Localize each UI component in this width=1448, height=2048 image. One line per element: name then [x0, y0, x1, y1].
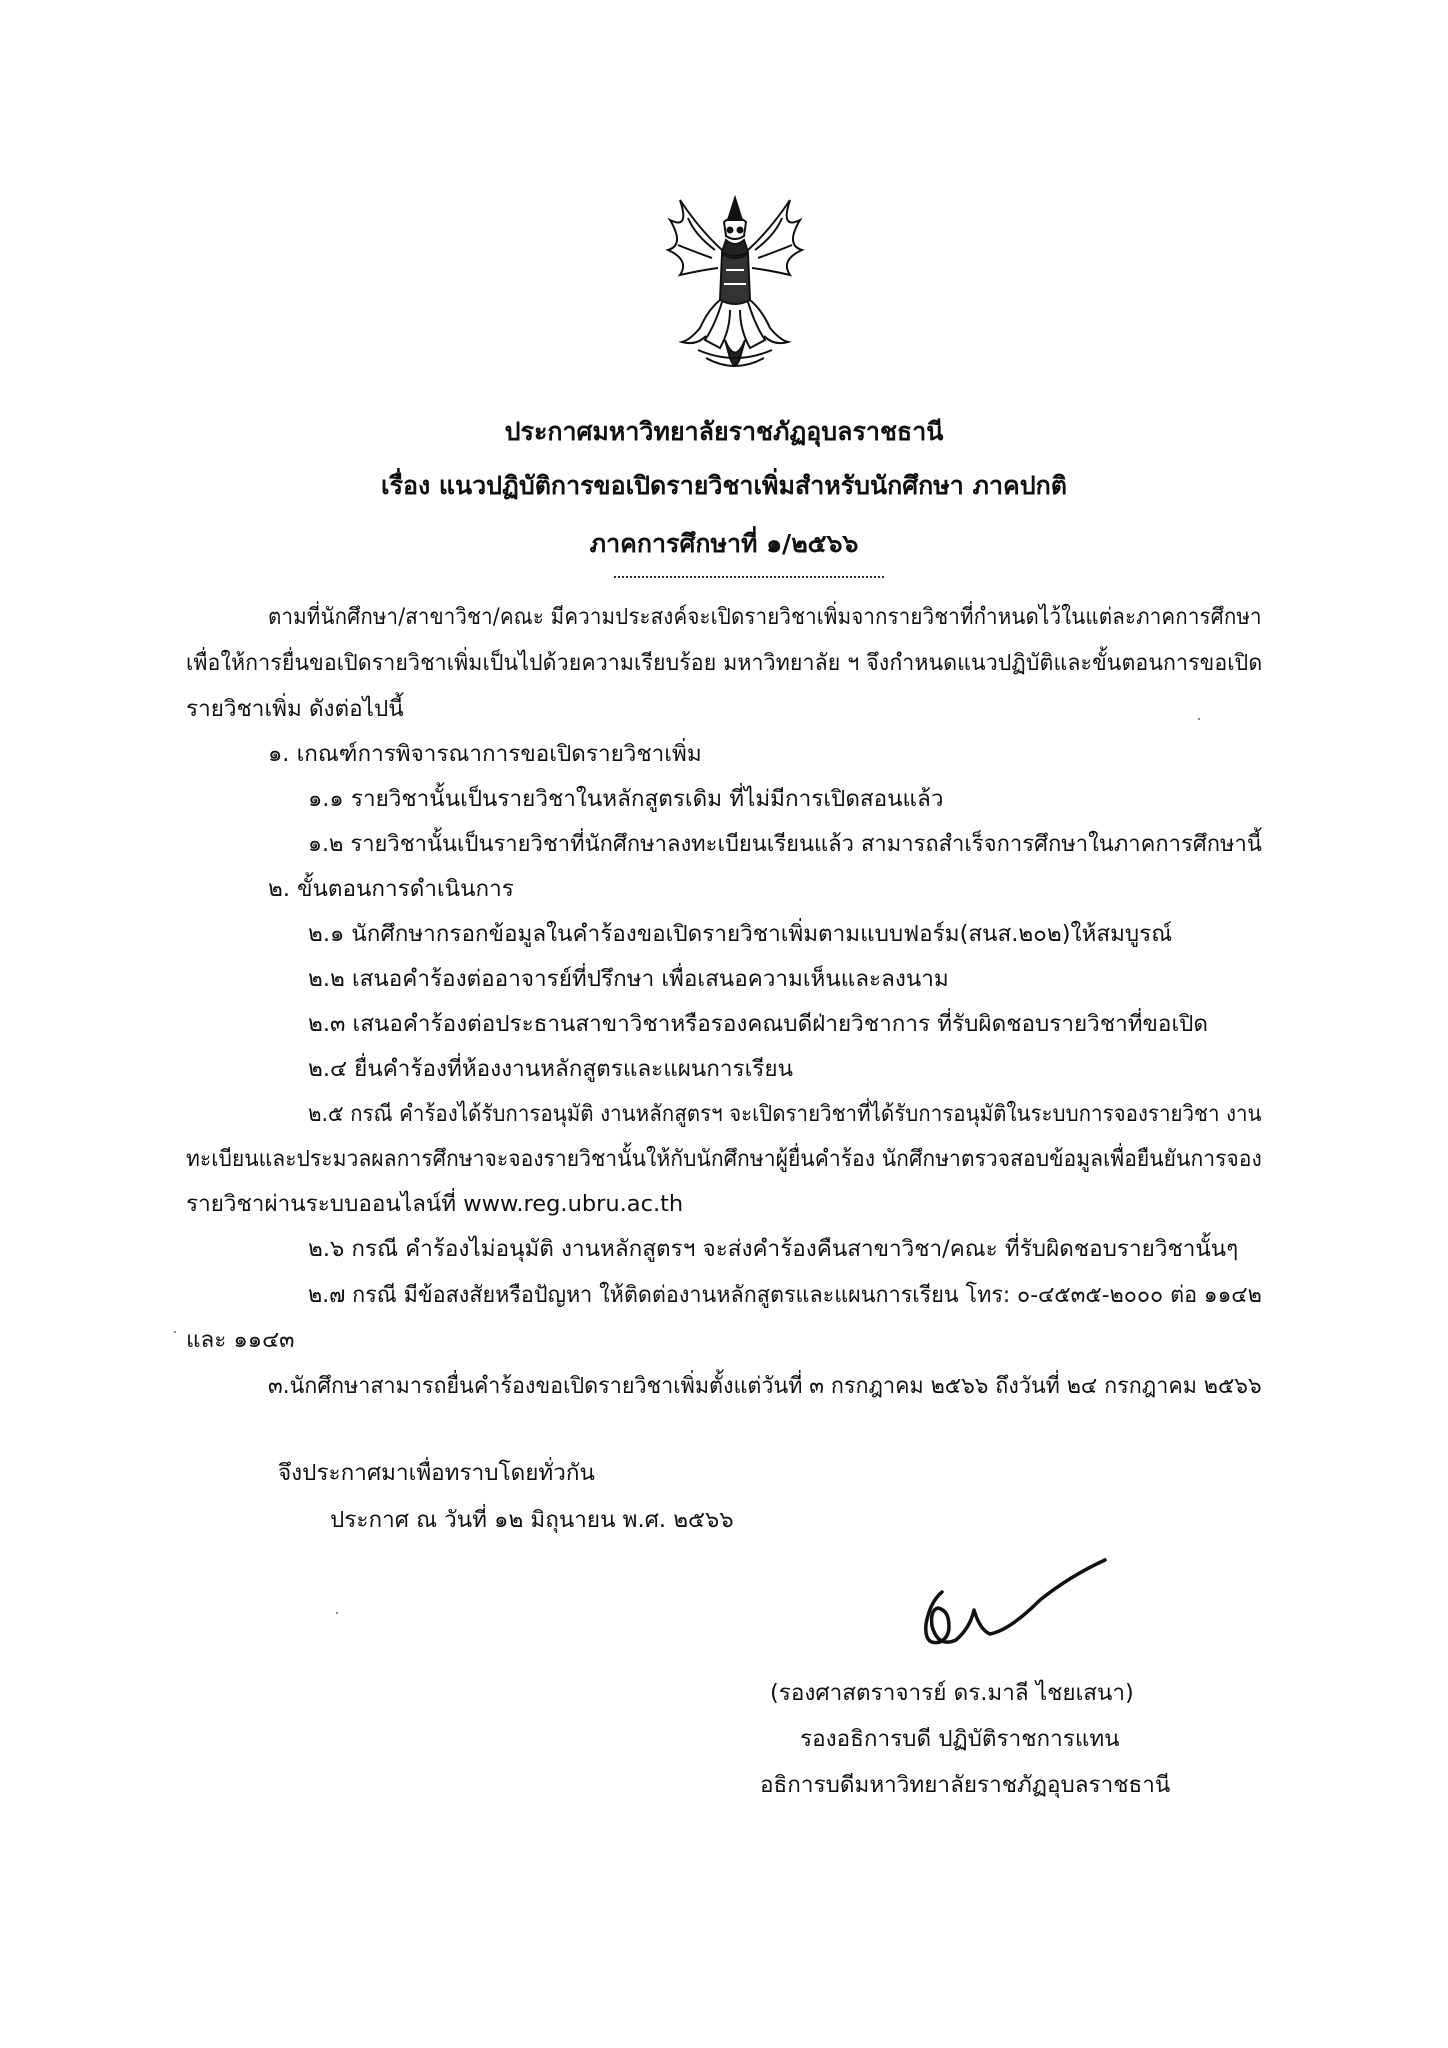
intro-line: ตามที่นักศึกษา/สาขาวิชา/คณะ มีความประสงค์จะเปิดรายวิชาเพิ่มจากรายวิชาที่กำหนดไว้ในแต่ละภาคการศึกษา — [268, 604, 1262, 630]
list-item: ๒.๑ นักศึกษากรอกข้อมูลในคำร้องขอเปิดรายวิชาเพิ่มตามแบบฟอร์ม(สนส.๒๐๒)ให้สมบูรณ์ — [308, 921, 1173, 947]
list-item: ๒.๖ กรณี คำร้องไม่อนุมัติ งานหลักสูตรฯ จะส่งคำร้องคืนสาขาวิชา/คณะ ที่รับผิดชอบรายวิชานั้นๆ — [308, 1236, 1239, 1262]
list-item: ๒.๔ ยื่นคำร้องที่ห้องงานหลักสูตรและแผนการเรียน — [308, 1056, 793, 1082]
list-item: ๑.๒ รายวิชานั้นเป็นรายวิชาที่นักศึกษาลงทะเบียนเรียนแล้ว สามารถสำเร็จการศึกษาในภาคการศึกษานี้ — [308, 831, 1262, 857]
closing-statement: จึงประกาศมาเพื่อทราบโดยทั่วกัน — [278, 1460, 595, 1486]
list-item-continuation: รายวิชาผ่านระบบออนไลน์ที่ www.reg.ubru.ac.th — [186, 1191, 684, 1217]
signature-image — [890, 1550, 1110, 1670]
announcement-title: ประกาศมหาวิทยาลัยราชภัฏอุบลราชธานี — [504, 417, 944, 446]
section-heading: ๑. เกณฑ์การพิจารณาการขอเปิดรายวิชาเพิ่ม — [268, 741, 702, 767]
list-item-continuation: และ ๑๑๔๓ — [186, 1327, 295, 1353]
garuda-emblem-icon — [660, 190, 810, 380]
list-item: ๒.๓ เสนอคำร้องต่อประธานสาขาวิชาหรือรองคณบดีฝ่ายวิชาการ ที่รับผิดชอบรายวิชาที่ขอเปิด — [308, 1011, 1209, 1037]
announcement-semester: ภาคการศึกษาที่ ๑/๒๕๖๖ — [589, 529, 859, 558]
list-item: ๒.๒ เสนอคำร้องต่ออาจารย์ที่ปรึกษา เพื่อเสนอความเห็นและลงนาม — [308, 966, 949, 992]
signatory-position: อธิการบดีมหาวิทยาลัยราชภัฏอุบลราชธานี — [760, 1772, 1171, 1798]
list-item-continuation: ทะเบียนและประมวลผลการศึกษาจะจองรายวิชานั้นให้กับนักศึกษาผู้ยื่นคำร้อง นักศึกษาตรวจสอบข้อมูลเพื่อยืนยันการจอง — [186, 1146, 1262, 1172]
list-item: ๒.๕ กรณี คำร้องได้รับการอนุมัติ งานหลักสูตรฯ จะเปิดรายวิชาที่ได้รับการอนุมัติในระบบการจองรายวิชา งาน — [308, 1101, 1262, 1127]
signatory-position: รองอธิการบดี ปฏิบัติราชการแทน — [800, 1726, 1120, 1752]
list-item: ๒.๗ กรณี มีข้อสงสัยหรือปัญหา ให้ติดต่องานหลักสูตรและแผนการเรียน โทร: ๐-๔๕๓๕-๒๐๐๐ ต่อ ๑๑๔๒ — [308, 1282, 1262, 1308]
intro-line: รายวิชาเพิ่ม ดังต่อไปนี้ — [186, 696, 404, 722]
scan-speck — [336, 1612, 338, 1614]
scan-speck — [1198, 718, 1200, 720]
intro-line: เพื่อให้การยื่นขอเปิดรายวิชาเพิ่มเป็นไปด้วยความเรียบร้อย มหาวิทยาลัย ฯ จึงกำหนดแนวปฏิบัติและขั้นตอนการขอเปิด — [186, 650, 1263, 676]
section-3-text: ๓.นักศึกษาสามารถยื่นคำร้องขอเปิดรายวิชาเพิ่มตั้งแต่วันที่ ๓ กรกฎาคม ๒๕๖๖ ถึงวันที่ ๒๔ กรกฎาคม ๒๕๖๖ — [268, 1373, 1262, 1399]
list-item: ๑.๑ รายวิชานั้นเป็นรายวิชาในหลักสูตรเดิม ที่ไม่มีการเปิดสอนแล้ว — [308, 786, 944, 812]
scan-speck — [174, 1331, 176, 1333]
title-divider — [614, 576, 884, 578]
announcement-date: ประกาศ ณ วันที่ ๑๒ มิถุนายน พ.ศ. ๒๕๖๖ — [330, 1507, 734, 1533]
signatory-name: (รองศาสตราจารย์ ดร.มาลี ไชยเสนา) — [770, 1680, 1134, 1706]
announcement-subject: เรื่อง แนวปฏิบัติการขอเปิดรายวิชาเพิ่มสำหรับนักศึกษา ภาคปกติ — [381, 471, 1067, 500]
section-heading: ๒. ขั้นตอนการดำเนินการ — [268, 876, 514, 902]
